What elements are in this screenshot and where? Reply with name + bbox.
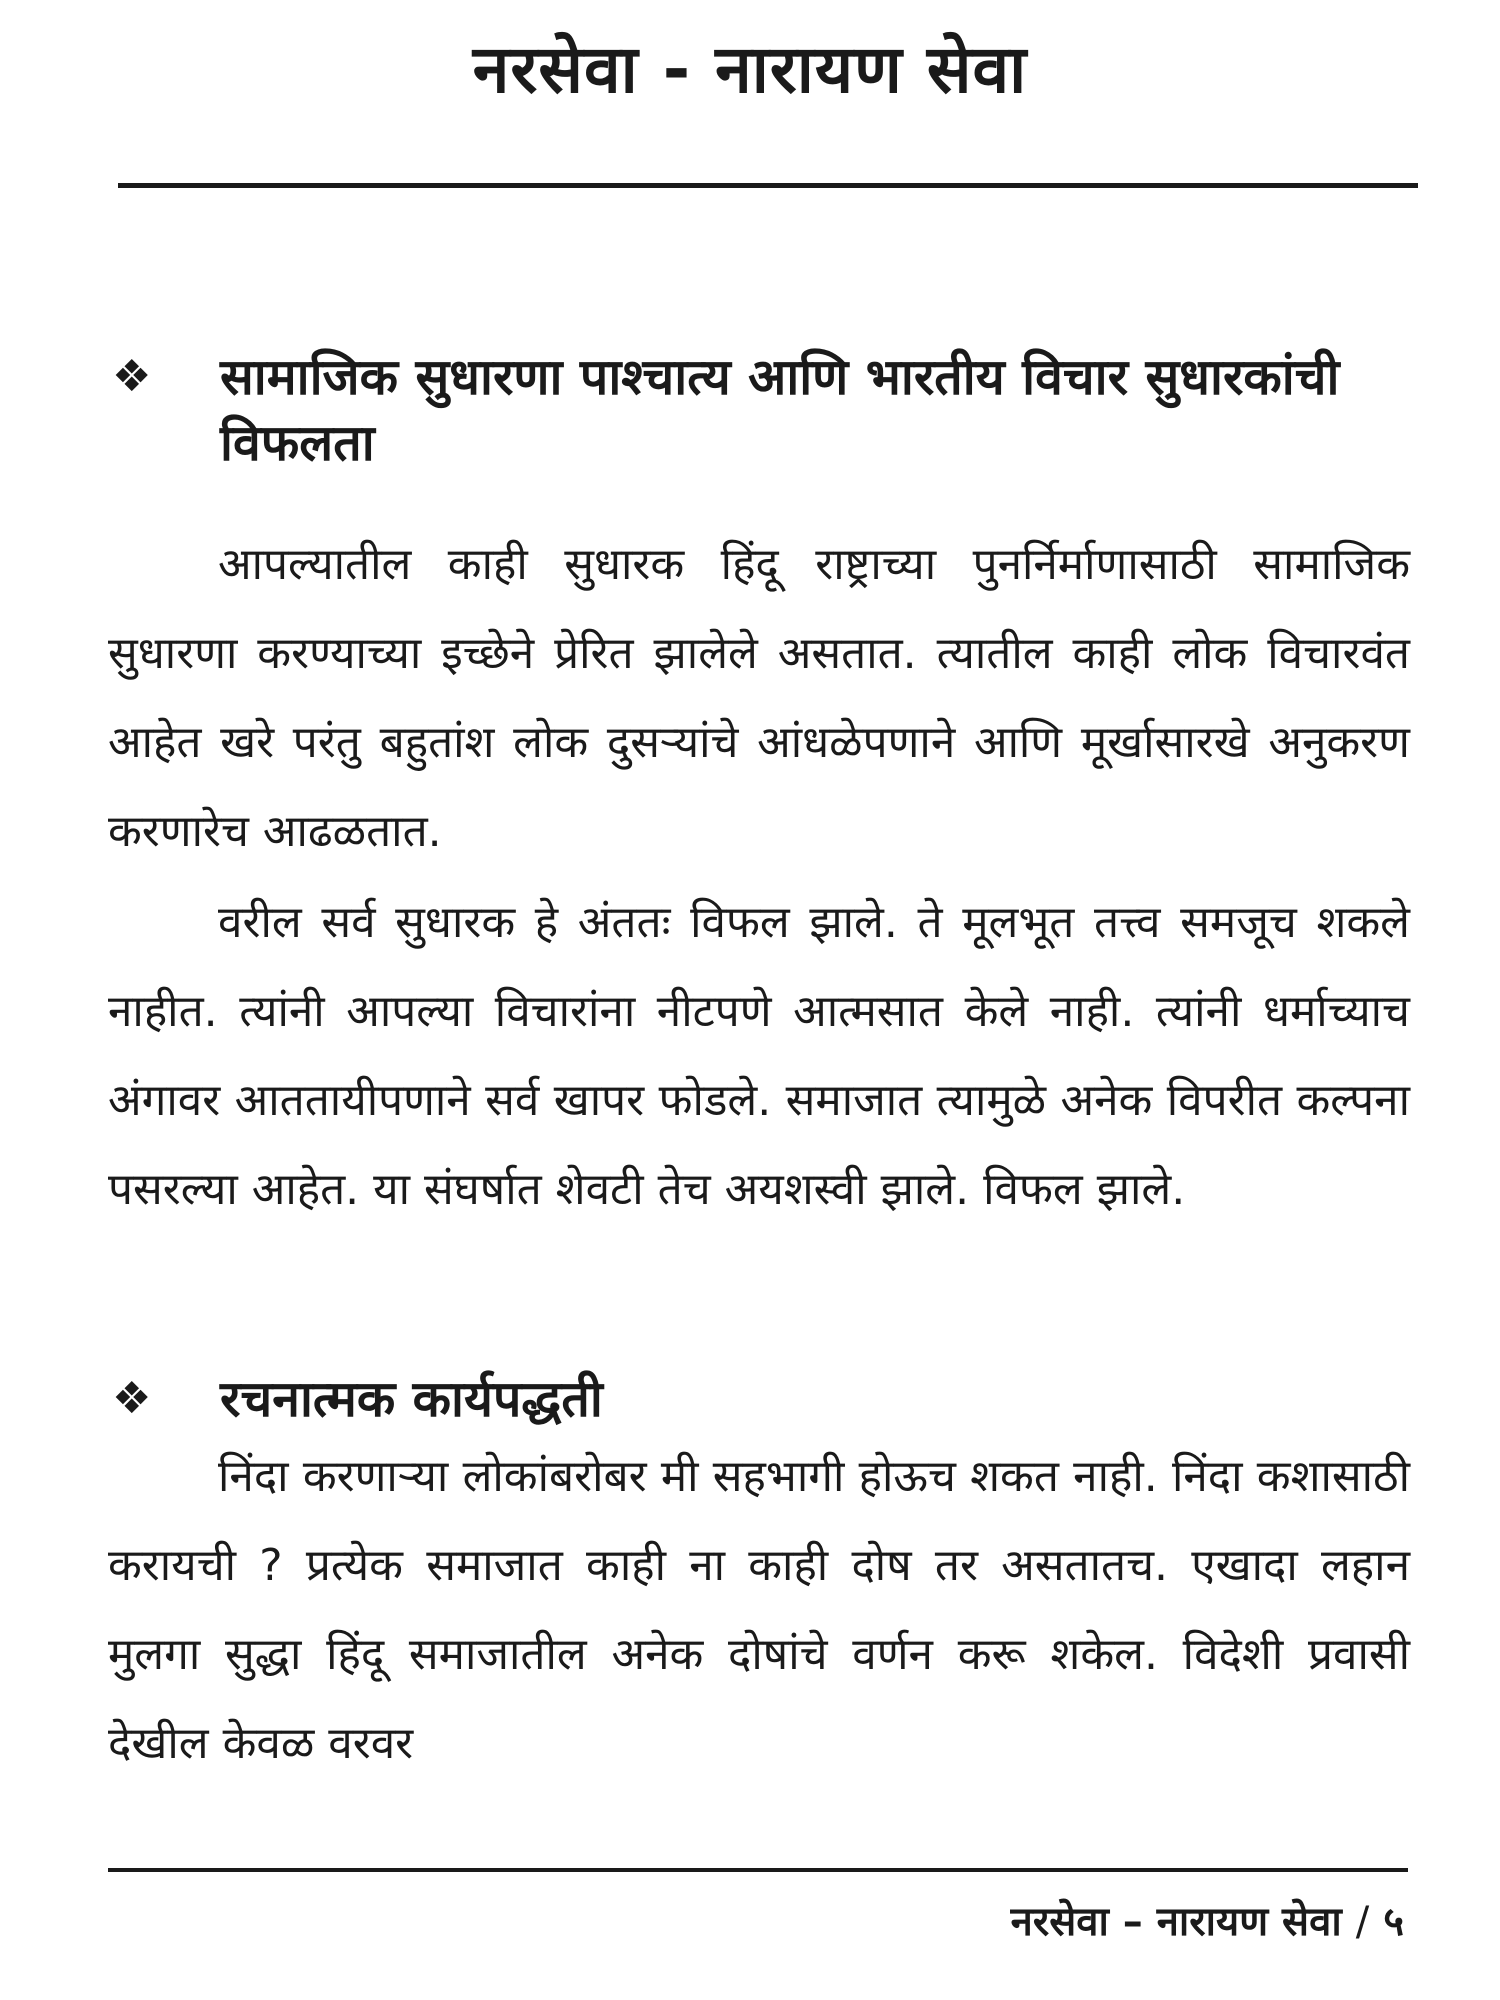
page-number: ५ (1383, 1899, 1404, 1945)
footer-title: नरसेवा – नारायण सेवा (1010, 1899, 1342, 1945)
section-heading-text: सामाजिक सुधारणा पाश्चात्य आणि भारतीय विचार सुधारकांची विफलता (220, 348, 1340, 472)
footer-separator: / (1355, 1899, 1370, 1945)
section-heading-text: रचनात्मक कार्यपद्धती (220, 1370, 603, 1428)
page-header-title: नरसेवा - नारायण सेवा (472, 31, 1028, 108)
section-heading (112, 1366, 1417, 1432)
body-paragraph: निंदा करणाऱ्या लोकांबरोबर मी सहभागी होऊच शकत नाही. निंदा कशासाठी करायची ? प्रत्येक समाजात काही ना काही दोष तर असतातच. एखादा लहान मुलगा सुद्धा हिंदू समाजातील अनेक दोषांचे वर्णन करू शकेल. विदेशी प्रवासी देखील केवळ वरवर (108, 1451, 1410, 1769)
section-heading (112, 344, 1417, 476)
diamond-bullet-icon: ❖ (112, 1373, 152, 1424)
body-paragraph: आपल्यातील काही सुधारक हिंदू राष्ट्राच्या पुनर्निर्माणासाठी सामाजिक सुधारणा करण्याच्या इच्छेने प्रेरित झालेले असतात. त्यातील काही लोक विचारवंत आहेत खरे परंतु बहुतांश लोक दुसऱ्यांचे आंधळेपणाने आणि मूर्खासारखे अनुकरण करणारेच आढळतात. (108, 539, 1410, 857)
header-divider (118, 183, 1418, 188)
body-paragraph: वरील सर्व सुधारक हे अंततः विफल झाले. ते मूलभूत तत्त्व समजूच शकले नाहीत. त्यांनी आपल्या विचारांना नीटपणे आत्मसात केले नाही. त्यांनी धर्माच्याच अंगावर आततायीपणाने सर्व खापर फोडले. समाजात त्यामुळे अनेक विपरीत कल्पना पसरल्या आहेत. या संघर्षात शेवटी तेच अयशस्वी झाले. विफल झाले. (108, 897, 1410, 1215)
diamond-bullet-icon: ❖ (112, 351, 152, 402)
footer-divider (108, 1868, 1408, 1872)
page-footer (1011, 1892, 1404, 1947)
